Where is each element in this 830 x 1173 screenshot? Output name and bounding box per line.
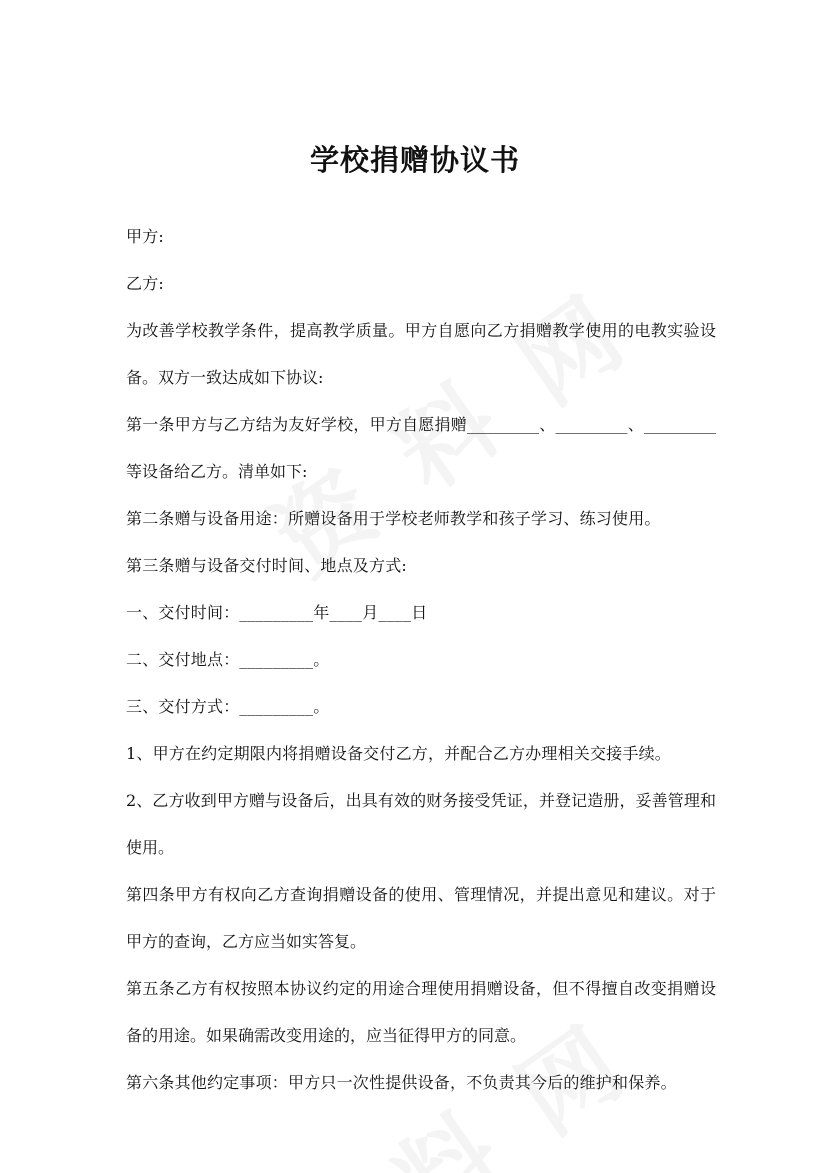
article-6: 第六条其他约定事项：甲方只一次性提供设备，不负责其今后的维护和保养。 bbox=[126, 1073, 677, 1092]
document-title: 学校捐赠协议书 bbox=[309, 143, 520, 177]
delivery-time: 一、交付时间：_________年____月____日 bbox=[126, 603, 428, 622]
article-1: 第一条甲方与乙方结为友好学校，甲方自愿捐赠_________、_________、_________等设备给乙方。清单如下: bbox=[126, 415, 716, 481]
article-3: 第三条赠与设备交付时间、地点及方式: bbox=[126, 556, 407, 575]
article-4: 第四条甲方有权向乙方查询捐赠设备的使用、管理情况，并提出意见和建议。对于甲方的查询，乙方应当如实答复。 bbox=[126, 885, 716, 951]
delivery-place: 二、交付地点：_________。 bbox=[126, 650, 330, 669]
party-a-line: 甲方: bbox=[126, 227, 164, 246]
clause-1: 1、甲方在约定期限内将捐赠设备交付乙方，并配合乙方办理相关交接手续。 bbox=[126, 744, 671, 763]
clause-2: 2、乙方收到甲方赠与设备后，出具有效的财务接受凭证，并登记造册，妥善管理和使用。 bbox=[126, 791, 716, 857]
delivery-method: 三、交付方式：_________。 bbox=[126, 697, 330, 716]
article-5: 第五条乙方有权按照本协议约定的用途合理使用捐赠设备，但不得擅自改变捐赠设备的用途。如果确需改变用途的，应当征得甲方的同意。 bbox=[126, 979, 716, 1045]
party-b-line: 乙方: bbox=[126, 274, 164, 293]
intro-paragraph: 为改善学校教学条件，提高教学质量。甲方自愿向乙方捐赠教学使用的电教实验设备。双方一致达成如下协议: bbox=[126, 321, 716, 387]
document-body bbox=[126, 219, 716, 1112]
article-2: 第二条赠与设备用途：所赠设备用于学校老师教学和孩子学习、练习使用。 bbox=[126, 509, 661, 528]
